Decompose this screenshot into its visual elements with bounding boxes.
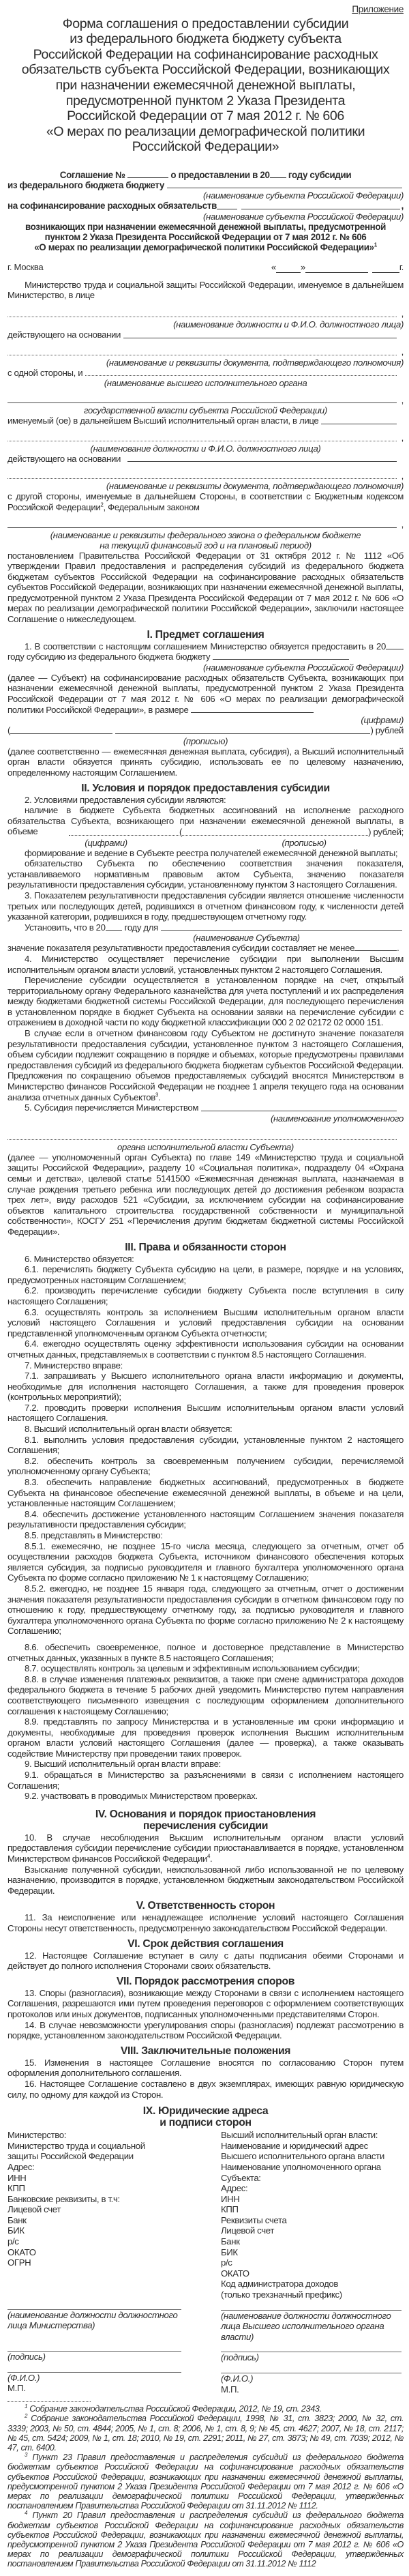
hint-document: (наименование и реквизиты документа, подтверждающего полномочия) [106,357,404,368]
footnote-2 [7,2414,404,2453]
form-title [7,16,404,155]
form-title-line: Российской Федерации на софинансирование расходных [33,46,378,62]
sig-caption: лица Высшего исполнительного органа [221,2321,384,2332]
section-title [7,2105,404,2128]
requisite-line: КПП [7,2183,25,2194]
sig-caption: (подпись) [7,2352,46,2362]
budget-subject-field[interactable] [213,652,349,660]
indicator-value [7,943,404,954]
section-title: II. Условия и порядок предоставления субсидии [81,782,330,794]
spacer [7,2331,178,2341]
section5-p11: 11. За неисполнение или ненадлежащее исполнение условий настоящего Соглашения Стороны несут ответственность, предусмотренную законодательством Российской Федерации. [7,1912,404,1933]
period: . [157,1092,161,1102]
clause: 8.3. обеспечить направление бюджетных ассигнований, предусмотренных в бюджете Субъекта на финансовое обеспечение ежемесячной денежной выплаты, в объеме и на цели, установленные настоящим Соглашением; [7,1477,404,1509]
agreement-year-field[interactable] [270,170,286,178]
comma: , [401,346,404,357]
agreement-number-line [7,170,404,180]
comma: , [401,201,404,211]
clause: 8.8. в случае изменения платежных реквизитов, а также при смене администратора доходов федерального бюджета в течение 5 рабочих дней уведомить Министерство путем направления соответствующего письменного извещения с последующим оформлением дополнительного соглашения к настоящему Соглашению; [7,1673,404,1716]
sig-caption: (наименование должности должностного [7,2309,178,2320]
section2-p2-1-text: наличие в бюджете Субъекта бюджетных ассигнований на исполнение расходного обязательства Субъекта, возникающего при назначении ежемесячной денежной выплаты, в объеме [7,805,404,837]
clause: 9.2. участвовать в проводимых Министерством проверках. [25,1791,258,1802]
indicator-value-field[interactable] [354,943,399,954]
sig-caption: (подпись) [221,2352,259,2363]
ministry-intro [7,280,404,301]
requisite-line: БИК [221,2246,238,2257]
requisite-line: Высший исполнительный орган власти: [221,2130,378,2141]
section4-p10 [7,1832,404,1864]
stamp-label: М.П. [221,2384,239,2395]
authorized-body-field-2[interactable] [7,1132,397,1140]
requisite-line: Реквизиты счета [221,2214,287,2225]
section4-recovery: Взыскание полученной субсидии, неиспользованной либо использованной не по целевому назначению, производится в порядке, установленном бюджетным законодательством Российской Федерации. [7,1864,404,1896]
requisite-line: Лицевой счет [221,2225,275,2236]
requisite-line: Банковские реквизиты, в т.ч: [7,2193,120,2204]
clause: 6.4. ежегодно осуществлять оценку эффективности использования субсидии на основании отчетных данных, представляемых в соответствии с пунктом 8.5 настоящего Соглашения. [7,1338,404,1360]
agreement-header-line [7,242,404,252]
section2-p4-reduce-text: В случае если в отчетном финансовом году Субъектом не достигнуто значение показателя результативности предоставления субсидии, установленное пунктом 3 настоящего Соглашения, объем субсидии подлежит сокращению в порядке и объемах, которые предусмотрены правилами предоставления субсидий из федерального бюджета бюджетам субъектов Российской Федерации. Предложения по сокращению объемов предоставляемых субсидий вносятся Министерством в Министерство финансов Российской Федерации не позднее 1 апреля текущего года на основании анализа отчетных данных Субъектов [7,1028,404,1102]
footnote-number: 2 [25,2413,28,2420]
comma: , [401,470,404,481]
subject-name-field[interactable] [161,922,402,931]
other-side-text-a: с другой стороны, именуемые в дальнейшем Стороны, в соответствии с Бюджетным кодексом Российской Федерации [7,491,404,512]
hint-fed-law: (наименование и реквизиты федерального закона о федеральном бюджете [50,529,361,540]
requisite-line: (только трехзначный префикс) [221,2289,342,2300]
period: . [210,1854,213,1864]
cofinancing-short-field[interactable] [217,201,237,209]
ministry-basis-field[interactable] [123,330,397,338]
section1-p1-text: году субсидию из федерального бюджета бюджету [7,652,211,662]
city: г. Москва [7,262,44,273]
appendix-label: Приложение [352,4,404,14]
section2-p2: 2. Условиями предоставления субсидии являются: [25,794,226,805]
requisite-line: КПП [221,2204,239,2215]
comma: , [401,308,404,319]
other-party-line [7,368,404,379]
year-field[interactable] [106,922,122,931]
hint-words: (прописью) [183,735,228,746]
parties-block [7,280,404,625]
section2-p3: 3. Показателем результативности предоставления субсидии является отношение численности третьих или последующих детей, родившихся в отчетном финансовом году, к численности детей указанной категории, родившихся в году, предшествующем отчетному году. [7,890,404,922]
form-title-line: обязательств субъекта Российской Федерации, возникающих [21,62,390,78]
section7-p13: 13. Споры (разногласия), возникающие между Сторонами в связи с исполнением настоящего Соглашения, разрешаются ими путем проведения переговоров с оформлением соответствующих протоколов или иных документов, подписанных уполномоченными представителями Сторон. [7,1987,404,2019]
quote-close: » [300,262,305,273]
footnote-text: Пункт 20 Правил предоставления и распределения субсидий из федерального бюджета бюджетам субъектов Российской Федерации на софинансирование расходных обязательств субъектов Российской Федерации, возникающих при назначении ежемесячной денежной выплаты, предусмотренной пунктом 2 Указа Президента Российской Федерации от 7 мая 2012 г. № 606 «О мерах по реализации демографической политики Российской Федерации, утвержденных постановлением Правительства Российской Федерации от 31.11.2012 № 1112 [7,2511,404,2569]
exec-basis-line2 [7,464,404,481]
clause: 8.2. обеспечить контроль за своевременным получением субсидии, перечисляемой уполномоченному органу Субъекта; [7,1455,404,1477]
exec-body-field[interactable] [85,368,397,376]
section-title: VI. Срок действия соглашения [127,1937,284,1950]
footnote-4 [7,2511,404,2568]
footnote-number: 1 [25,2403,28,2410]
date-month-field[interactable] [305,265,368,273]
period: . [397,943,399,954]
requisite-line: Адрес: [221,2183,248,2194]
agreement-number-field[interactable] [127,170,168,178]
paren-open: ( [7,725,11,736]
exec-basis-field-2[interactable] [7,471,397,479]
stamp-label: М.П. [7,2383,26,2394]
clause: 8.5. представлять в Министерство: [25,1530,163,1540]
date-year-field[interactable] [372,265,399,273]
hint-position-fio: (наименование должности и Ф.И.О. должностного лица) [90,443,321,454]
requisite-line: Высшего исполнительного органа власти [221,2151,384,2162]
form-title-line: при назначении ежемесячной денежной выплаты, [55,77,356,93]
cofinancing-line [7,201,404,211]
sig-caption: власти) [221,2331,254,2342]
hint-document: (наименование и реквизиты документа, подтверждающего полномочия) [106,481,404,492]
sig-caption: (Ф.И.О.) [221,2373,254,2384]
section-title-line: IX. Юридические адреса [142,2105,269,2118]
hint-authorized-body: (наименование уполномоченного [270,1113,404,1124]
p5-line [7,1102,404,1113]
one-side-label: с одной стороны, и [7,367,83,378]
hint-subject: (наименование Субъекта) [193,933,300,943]
clause: 7.1. запрашивать у Высшего исполнительного органа власти информацию и документы, необходимые для исполнения настоящего Соглашения, а также для проведения проверок (контрольных мероприятий); [7,1371,404,1403]
volume-digits-field[interactable] [69,828,179,836]
clause: 6.1. перечислять бюджету Субъекта субсидию на цели, в размере, порядке и на условиях, предусмотренных настоящим Соглашением; [7,1264,404,1285]
fed-law-field[interactable] [7,520,397,528]
year-field[interactable] [386,641,404,649]
sig-caption: лица Министерства) [7,2320,95,2331]
section1-p1-text: 1. В соответствии с настоящим соглашением Министерство обязуется предоставить в 20 [25,641,386,652]
footnote-ref[interactable]: 1 [374,241,377,248]
section-title-line: IV. Основания и порядок приостановления [95,1808,316,1820]
authorized-body-field[interactable] [201,1103,397,1111]
hint-words: (прописью) [282,837,327,848]
agreement-header-line: возникающих при назначении ежемесячной денежной выплаты, предусмотренной [25,221,387,232]
other-side-line [7,491,404,512]
cofinancing-subject-field[interactable] [241,201,400,209]
ministry-requisites [7,2130,178,2395]
hint-exec-body: государственной власти субъекта Российской Федерации) [84,405,327,416]
amount-words-field-1[interactable] [10,726,112,734]
requisite-line: Наименование уполномоченного органа [221,2161,381,2172]
requisite-line: ОКАТО [221,2268,249,2279]
acting-basis-label: действующего на основании [7,453,121,464]
comma: , [401,394,404,405]
requisite-line: Наименование и юридический адрес [221,2140,368,2151]
indicator-set-text: Установить, что в 20 [25,922,106,933]
footnote-divider [7,2401,91,2402]
paren-open: ( [179,826,183,837]
section2-p2-3: обязательство Субъекта по обеспечению соответствия значения показателя, устанавливаемого нормативным правовым актом Субъекта, значению показателя результативности предоставления субсидии, установленному пунктом 3 настоящего Соглашения. [7,858,404,890]
section1-p1c [7,673,404,715]
hint-subject: (наименование субъекта Российской Федерации) [203,211,404,222]
clause: 7.2. проводить проверки исполнения Высшим исполнительным органом власти условий настоящего Соглашения. [7,1402,404,1424]
hint-position-fio: (наименование должности и Ф.И.О. должностного лица) [173,319,404,330]
footnote-1 [7,2404,404,2414]
section-title: V. Ответственность сторон [136,1900,275,1912]
footnote-text: Собрание законодательства Российской Федерации, 1998, № 31, ст. 3823; 2000, № 32, ст. 3339; 2003, № 50, ст. 4844; 2005, № 1, ст. 8; 2006, № 1, ст. 8, 9; № 45, ст. 4627; 2007, № 18, ст. 2117; № 45, ст. 5424; 2009, № 1, ст. 18; 2010, № 19, ст. 2291; 2011, № 27, ст. 3873; № 49, ст. 7039; 2012, № 47, ст. 6400. [7,2414,404,2453]
clause: 8. Высший исполнительный орган власти обязуется: [25,1424,232,1435]
volume-line [7,827,404,838]
exec-basis-line [7,454,404,465]
ministry-intro-text: Министерство труда и социальной защиты Российской Федерации, именуемое в дальнейшем Министерство, в лице [7,279,404,301]
section2-p4-transfer: Перечисление субсидии осуществляется в установленном порядке на счет, открытый территориальному органу Федерального казначейства для учета поступлений и их распределения между бюджетами бюджетной системы Российской Федерации, для последующего перечисления в установленном порядке в бюджет Субъекта на основании заявки на перечисление субсидии с отражением в доходной части по коду бюджетной классификации 000 2 02 02172 02 0000 151. [7,975,404,1028]
acting-basis-label: действующего на основании [7,329,121,340]
requisite-line: ОКАТО [7,2246,36,2257]
ministry-basis-field-2[interactable] [7,347,397,355]
requisite-line: Код администратора доходов [221,2279,339,2289]
agreement-number-label: Соглашение № [59,169,125,180]
amount-digits-field[interactable] [191,705,314,713]
form-title-line: из федерального бюджета бюджету субъекта [70,31,342,47]
requisite-line: Министерство: [7,2130,67,2141]
exec-rep-line2 [7,426,404,443]
requisite-line: Банк [7,2214,27,2225]
exec-body-field-2[interactable] [7,395,397,403]
footnote-3 [7,2453,404,2511]
budget-subject-field[interactable] [167,180,402,188]
date-field [271,262,404,273]
requisite-line: БИК [7,2225,25,2236]
clause: 8.5.1. ежемесячно, не позднее 15-го числа месяца, следующего за отчетным, отчет об осуществлении расходов бюджета Субъекта, источником финансового обеспечения которых является субсидия, за подписью руководителя и главного бухгалтера уполномоченного органа Субъекта по форме согласно приложению № 1 к настоящему Соглашению; [7,1540,404,1583]
clause: 8.6. обеспечить своевременное, полное и достоверное представление в Министерство отчетных данных, указанных в пункте 8.5 настоящего Соглашения; [7,1641,404,1663]
agreement-header-text: «О мерах по реализации демографической политики Российской Федерации» [34,241,374,252]
exec-basis-field[interactable] [127,454,397,462]
spacer [7,1637,404,1642]
hint-digits: (цифрами) [85,837,127,848]
clause: 8.7. осуществлять контроль за целевым и эффективным использованием субсидии; [25,1663,360,1674]
hint-digits: (цифрами) [361,715,404,726]
year-suffix: г. [399,262,404,273]
section7-p14: 14. В случае невозможности урегулирования споры (разногласия) подлежат рассмотрению в порядке, установленном законодательством Российской Федерации. [7,2019,404,2041]
hint-subject: (наименование субъекта Российской Федерации) [203,662,404,673]
requisite-line: ИНН [7,2172,27,2183]
amount-words-line [7,725,404,736]
volume-hints [7,838,404,848]
cofinancing-label: на софинансирование расходных обязательств [7,201,217,211]
section8-p16: 16. Настоящее Соглашение составлено в двух экземплярах, имеющих равную юридическую силу, по одному для каждой из Сторон. [7,2078,404,2100]
section-title: VII. Порядок рассмотрения споров [116,1975,295,1987]
section-title: I. Предмет соглашения [147,628,264,641]
hint-subject: (наименование субъекта Российской Федерации) [203,190,404,201]
other-side-text [7,491,404,512]
clause: 9. Высший исполнительный орган власти вправе: [25,1759,221,1770]
section2-p4-reduce [7,1028,404,1102]
other-side-text-b: , Федеральным законом [103,501,200,512]
ministry-basis-line2 [7,340,404,357]
amount-words-field-2[interactable] [115,726,370,734]
section2-p4: 4. Министерство осуществляет перечисление субсидии при выполнении Высшим исполнительным органом власти условий, установленных пунктом 2 настоящего Соглашения. [7,953,404,975]
clause: 6.2. производить перечисление субсидии бюджету Субъекта после вступления в силу настоящего Соглашения; [7,1285,404,1306]
comma: , [401,518,404,529]
footnotes [7,2404,404,2568]
spacer [7,2268,178,2300]
ministry-rep-line [7,301,404,319]
signatures-block [7,2130,404,2395]
form-title-line: Российской Федерации» [132,139,279,155]
form-title-line: Форма соглашения о предоставлении субсидии [62,16,349,31]
rubles-label: ) рублей [370,725,404,736]
requisite-line: ИНН [221,2193,240,2204]
quote-open: « [271,262,276,273]
section2-p2-2: формирование и ведение в Субъекте реестра получателей ежемесячной денежной выплаты; [25,847,398,858]
footnote-text: Пункт 23 Правил предоставления и распределения субсидий из федерального бюджета бюджетам субъектов Российской Федерации на софинансирование расходных обязательств субъектов Российской Федерации, возникающих при назначении ежемесячной денежной выплаты, предусмотренной пунктом 2 Указа Президента Российской Федерации от 7 мая 2012 г. № 606 «О мерах по реализации демографической политики Российской Федерации, утвержденных постановлением Правительства Российской Федерации от 31.11.2012 № 1112. [7,2453,404,2511]
fed-law-line [7,513,404,530]
section1-p1d: (далее соответственно — ежемесячная денежная выплата, субсидия), а Высший исполнительный орган власти обязуется принять субсидию, использовать ее по целевому назначению, определенному настоящим Соглашением. [7,746,404,778]
ministry-rep-field[interactable] [7,309,397,317]
footnote-ref[interactable]: 2 [100,501,104,508]
sig-caption: (Ф.И.О.) [7,2372,40,2383]
form-title-line: «О мерах по реализации демографической политики [46,123,365,139]
agreement-header-line: пунктом 2 Указа Президента Российской Федерации от 7 мая 2012 г. № 606 [44,231,367,242]
section3-items [7,1254,404,1802]
date-day-field[interactable] [276,265,301,273]
clause: 8.1. выполнить условия предоставления субсидии, установленные пунктом 2 настоящего Соглашения; [7,1434,404,1456]
indicator-set-line [7,922,404,933]
rubles-label: ) рублей; [368,826,404,837]
indicator-set-text: году для [124,922,158,933]
section-title: III. Права и обязанности сторон [125,1241,286,1253]
indicator-value-text: значение показателя результативности предоставления субсидии составляет не менее [7,943,355,954]
requisite-line: ОГРН [7,2257,31,2268]
section6-p12: 12. Настоящее Соглашение вступает в силу с даты подписания обеими Сторонами и действует до полного исполнения Сторонами своих обязательств. [7,1950,404,1972]
clause: 8.5.2. ежегодно, не позднее 15 января года, следующего за отчетным, отчет о достижении значения показателя результативности предоставления субсидии в отчетном финансовом году по отношению к году, предшествующему отчетному году, за подписью руководителя и главного бухгалтера уполномоченного органа Субъекта по форме согласно приложению № 2 к настоящему Соглашению; [7,1583,404,1637]
section-title [7,1809,404,1832]
clause: 8.9. представлять по запросу Министерства и в установленные им сроки информацию и документы, необходимые для проведения проверок исполнения Высшим исполнительным органом власти условий настоящего Соглашения (далее — проверка), а также оказывать содействие Министерству при проведении таких проверок. [7,1716,404,1759]
requisite-line: р/с [7,2236,19,2247]
footnote-number: 4 [25,2510,28,2517]
section-title-line: перечисления субсидии [142,1819,269,1832]
section-title-line: и подписи сторон [160,2117,252,2129]
clause: 6.3. осуществлять контроль за исполнением Высшим исполнительным органом власти условий настоящего Соглашения и условий предоставления субсидии на основании представленной уполномоченным органом Субъекта отчетности; [7,1306,404,1338]
exec-rep-line [7,415,404,426]
p5-line2 [7,1124,404,1142]
exec-requisites [221,2130,404,2395]
footnote-number: 3 [25,2452,28,2459]
section1-p1 [7,641,404,662]
ministry-line [7,280,404,301]
sig-caption: (наименование должности должностного [221,2310,391,2321]
requisite-line: защиты Российской Федерации [7,2151,134,2162]
requisite-line: р/с [221,2257,232,2268]
section2-p5-cont: (далее — уполномоченный орган Субъекта) по главе 149 «Министерство труда и социальной защиты Российской Федерации», разделу 10 «Социальная политика», подразделу 04 «Охрана семьи и детства», целевой статье 5141500 «Ежемесячная денежная выплата, назначаемая в случае рождения третьего ребенка или последующих детей до достижения ребенком возраста трех лет», виду расходов 521 «Субсидии, за исключением субсидии на софинансирование объектов капитального строительства государственной собственности и муниципальной собственности», КОСГУ 251 «Перечисления другим бюджетам бюджетной системы Российской Федерации». [7,1152,404,1237]
clause: 6. Министерство обязуется: [25,1253,134,1264]
p5-text: 5. Субсидия перечисляется Министерством [25,1102,199,1113]
footnote-ref[interactable]: 4 [207,1853,211,1860]
clause: 9.1. обращаться в Министерство за разъяснениями в связи с исполнением настоящего Соглашения; [7,1770,404,1791]
budget-subject-line [7,180,404,190]
volume-words-field[interactable] [182,828,368,836]
requisite-line: Министерство труда и социальной [7,2140,145,2151]
requisite-line: Субъекта: [221,2172,261,2183]
requisite-line: Лицевой счет [7,2204,61,2215]
form-title-line: предусмотренной пунктом 2 Указа Президента [65,93,346,108]
requisite-line: Банк [221,2236,240,2247]
exec-rep-field-2[interactable] [7,433,397,441]
agreement-year-suffix: году субсидии [288,169,352,180]
section8-p15: 15. Изменения в настоящее Соглашение вносятся по согласованию Сторон путем оформления дополнительного соглашения. [7,2057,404,2079]
section4-p10-text: 10. В случае несоблюдения Высшим исполнительным органом власти условий предоставления субсидии перечисление субсидии приостанавливается в порядке, установленном Министерством финансов Российской Федерации [7,1832,404,1864]
section-title: VIII. Заключительные положения [120,2045,291,2057]
footnote-text: Собрание законодательства Российской Федерации, 2012, № 19, ст. 2343. [27,2404,322,2414]
hint-authorized-body: органа исполнительной власти Субъекта) [117,1141,294,1152]
exec-body-line2 [7,388,404,405]
clause: 8.4. обеспечить достижение установленного настоящим Соглашением значения показателя результативности предоставления субсидии; [7,1508,404,1530]
named-exec-label: именуемый (ое) в дальнейшем Высший исполнительный орган власти, в лице [7,415,319,426]
requisite-line: Адрес: [7,2161,35,2172]
agreement-year-label: о предоставлении в 20 [170,169,270,180]
agreement-header [7,170,404,252]
form-title-line: Российской Федерации от 7 мая 2012 г. № 606 [67,108,344,124]
footnote-ref[interactable]: 3 [155,1092,158,1098]
budget-subject-label: из федерального бюджета бюджету [7,180,164,191]
ministry-basis-line [7,330,404,340]
section1-p1c-text: (далее — Субъект) на софинансирование расходных обязательств Субъекта, возникающих при назначении ежемесячной денежной выплаты, предусмотренной пунктом 2 Указа Президента Российской Федерации от 7 мая 2012 г. № 606 «О мерах по реализации демографической политики Российской Федерации», в размере [7,672,404,715]
comma: , [401,433,404,443]
exec-rep-field[interactable] [321,416,397,424]
place-date-row [7,262,404,273]
hint-exec-body: (наименование высшего исполнительного органа [104,378,307,389]
clause: 7. Министерство вправе: [25,1360,123,1371]
hint-fed-law: на текущий финансовый год и на плановый период) [100,540,312,551]
resolution-text: постановлением Правительства Российской Федерации от 31 октября 2012 г. № 1112 «Об утверждении Правил предоставления и распределения субсидий из федерального бюджета бюджетам субъектов Российской Федерации на софинансирование расходных обязательств субъектов Российской Федерации, возникающих при назначении ежемесячной денежной выплаты, предусмотренной пунктом 2 Указа Президента Российской Федерации от 7 мая 2012 г. № 606 «О мерах по реализации демографической политики Российской Федерации», заключили настоящее Соглашение о нижеследующем. [7,550,404,625]
